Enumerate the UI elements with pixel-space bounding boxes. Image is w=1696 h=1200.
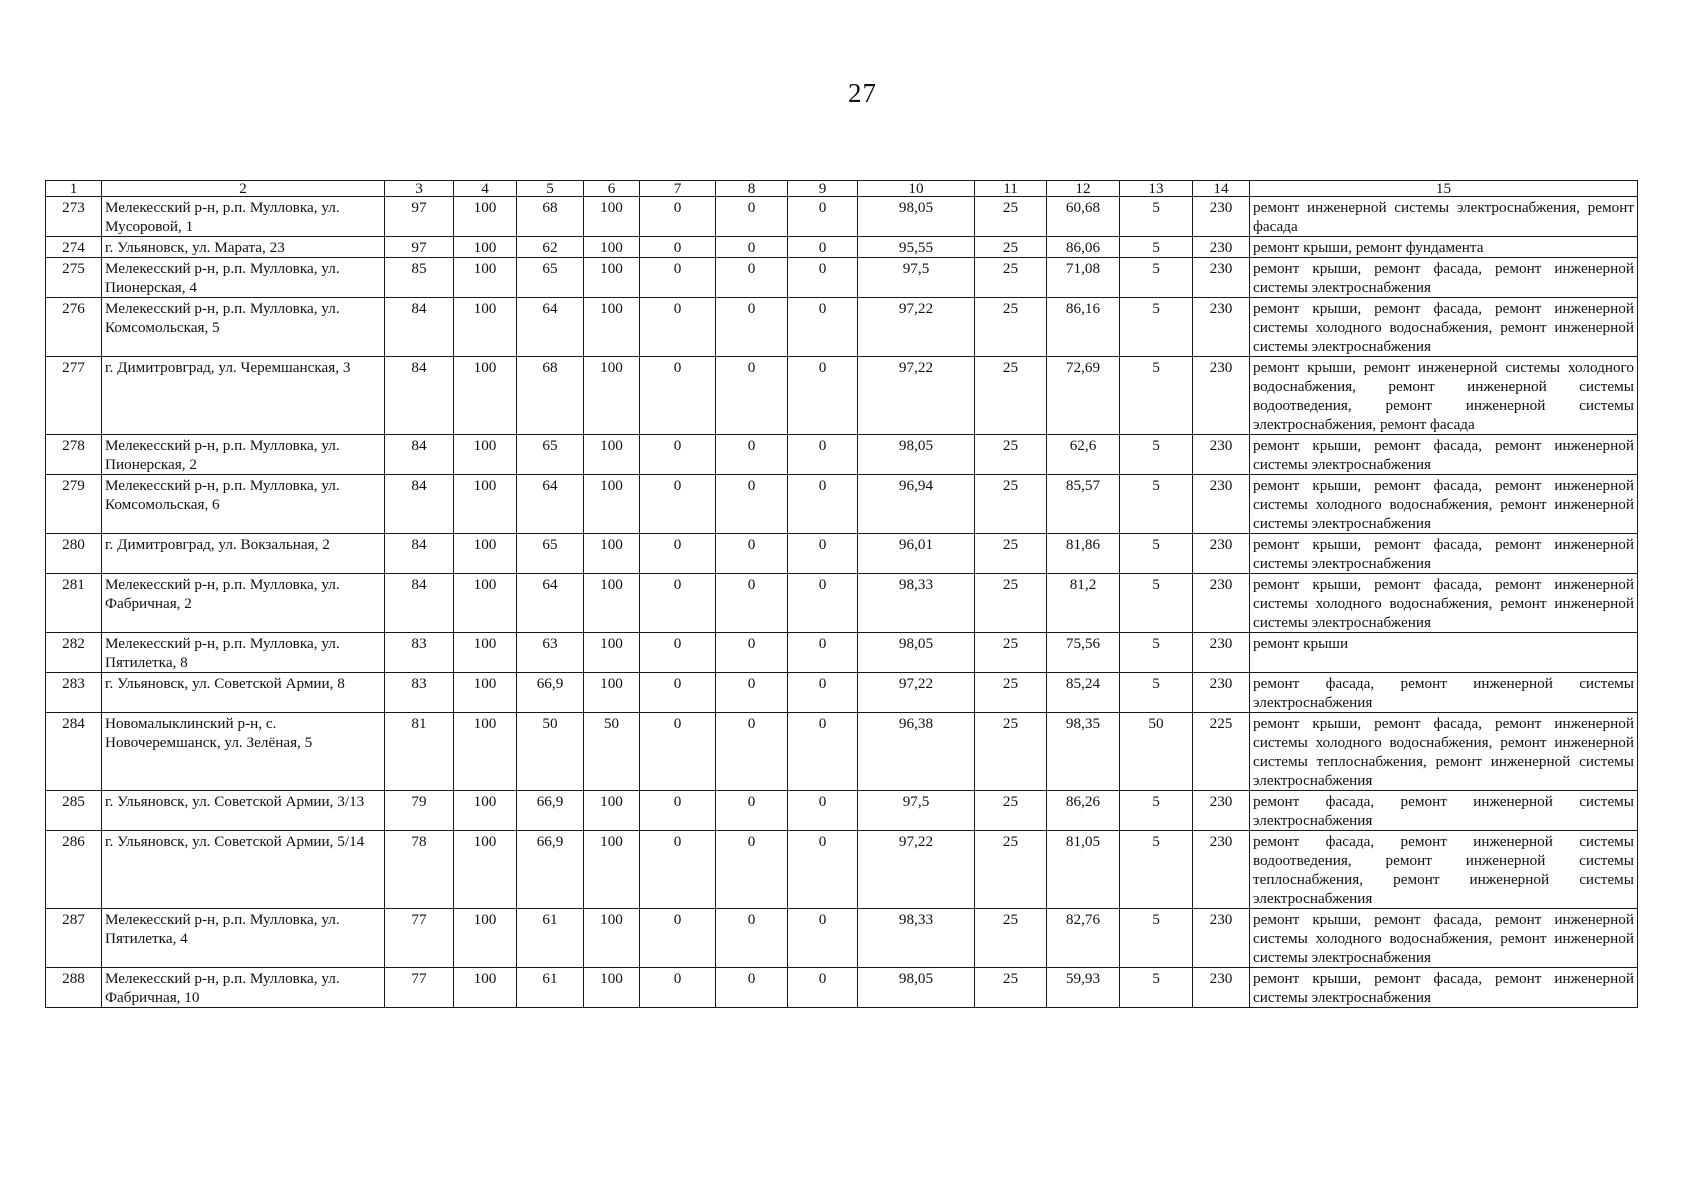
repair-works: ремонт крыши, ремонт фасада, ремонт инженерной системы холодного водоснабжения, ремонт инженерной системы электроснабжения	[1250, 298, 1638, 357]
cell-col-10: 98,05	[858, 633, 975, 673]
cell-col-11: 25	[975, 237, 1047, 258]
building-address: Новомалыклинский р-н, с. Новочеремшанск, ул. Зелёная, 5	[102, 713, 385, 791]
repair-works: ремонт крыши, ремонт инженерной системы холодного водоснабжения, ремонт инженерной системы водоотведения, ремонт инженерной системы электроснабжения, ремонт фасада	[1250, 357, 1638, 435]
cell-col-3: 84	[385, 475, 454, 534]
cell-col-14: 230	[1193, 237, 1250, 258]
cell-col-5: 66,9	[517, 831, 584, 909]
table-row	[46, 258, 1638, 298]
cell-col-14: 230	[1193, 298, 1250, 357]
cell-col-3: 84	[385, 534, 454, 574]
cell-col-12: 81,2	[1047, 574, 1120, 633]
table-body	[46, 197, 1638, 1008]
column-number: 15	[1250, 181, 1638, 197]
cell-col-12: 60,68	[1047, 197, 1120, 237]
cell-col-6: 100	[584, 475, 640, 534]
cell-col-5: 66,9	[517, 791, 584, 831]
cell-col-3: 84	[385, 435, 454, 475]
cell-col-4: 100	[454, 574, 517, 633]
row-number: 281	[46, 574, 102, 633]
cell-col-11: 25	[975, 791, 1047, 831]
cell-col-13: 5	[1120, 831, 1193, 909]
cell-col-5: 64	[517, 298, 584, 357]
building-address: Мелекесский р-н, р.п. Мулловка, ул. Комсомольская, 5	[102, 298, 385, 357]
cell-col-12: 86,16	[1047, 298, 1120, 357]
cell-col-3: 85	[385, 258, 454, 298]
cell-col-12: 75,56	[1047, 633, 1120, 673]
cell-col-6: 100	[584, 357, 640, 435]
table-row	[46, 633, 1638, 673]
cell-col-14: 230	[1193, 357, 1250, 435]
cell-col-14: 230	[1193, 475, 1250, 534]
cell-col-14: 230	[1193, 633, 1250, 673]
cell-col-9: 0	[788, 831, 858, 909]
cell-col-12: 72,69	[1047, 357, 1120, 435]
cell-col-10: 97,22	[858, 673, 975, 713]
cell-col-10: 96,38	[858, 713, 975, 791]
cell-col-12: 86,26	[1047, 791, 1120, 831]
repair-works: ремонт крыши, ремонт фасада, ремонт инженерной системы электроснабжения	[1250, 435, 1638, 475]
cell-col-5: 68	[517, 197, 584, 237]
cell-col-11: 25	[975, 909, 1047, 968]
cell-col-5: 61	[517, 968, 584, 1008]
cell-col-7: 0	[640, 357, 716, 435]
cell-col-7: 0	[640, 713, 716, 791]
cell-col-12: 81,86	[1047, 534, 1120, 574]
cell-col-10: 98,05	[858, 968, 975, 1008]
cell-col-8: 0	[716, 633, 788, 673]
cell-col-4: 100	[454, 909, 517, 968]
cell-col-6: 100	[584, 791, 640, 831]
cell-col-9: 0	[788, 909, 858, 968]
cell-col-8: 0	[716, 475, 788, 534]
repair-works: ремонт крыши, ремонт фасада, ремонт инженерной системы холодного водоснабжения, ремонт инженерной системы электроснабжения	[1250, 574, 1638, 633]
repair-works: ремонт крыши	[1250, 633, 1638, 673]
cell-col-13: 5	[1120, 909, 1193, 968]
column-number: 4	[454, 181, 517, 197]
cell-col-8: 0	[716, 197, 788, 237]
table-row	[46, 791, 1638, 831]
cell-col-11: 25	[975, 475, 1047, 534]
cell-col-6: 100	[584, 534, 640, 574]
cell-col-14: 230	[1193, 968, 1250, 1008]
cell-col-8: 0	[716, 258, 788, 298]
cell-col-12: 85,57	[1047, 475, 1120, 534]
cell-col-10: 98,05	[858, 435, 975, 475]
cell-col-14: 230	[1193, 909, 1250, 968]
cell-col-4: 100	[454, 713, 517, 791]
row-number: 276	[46, 298, 102, 357]
cell-col-9: 0	[788, 534, 858, 574]
cell-col-11: 25	[975, 968, 1047, 1008]
cell-col-5: 64	[517, 574, 584, 633]
table-row	[46, 574, 1638, 633]
column-number: 9	[788, 181, 858, 197]
cell-col-8: 0	[716, 831, 788, 909]
cell-col-12: 82,76	[1047, 909, 1120, 968]
cell-col-4: 100	[454, 357, 517, 435]
cell-col-10: 96,94	[858, 475, 975, 534]
cell-col-10: 96,01	[858, 534, 975, 574]
column-number: 6	[584, 181, 640, 197]
repair-works: ремонт крыши, ремонт фасада, ремонт инженерной системы электроснабжения	[1250, 258, 1638, 298]
cell-col-13: 5	[1120, 197, 1193, 237]
repair-works: ремонт инженерной системы электроснабжения, ремонт фасада	[1250, 197, 1638, 237]
cell-col-11: 25	[975, 831, 1047, 909]
cell-col-10: 98,33	[858, 909, 975, 968]
cell-col-7: 0	[640, 534, 716, 574]
column-number: 5	[517, 181, 584, 197]
registry-table	[45, 180, 1638, 1008]
cell-col-13: 5	[1120, 258, 1193, 298]
repair-works: ремонт крыши, ремонт фасада, ремонт инженерной системы электроснабжения	[1250, 534, 1638, 574]
cell-col-14: 230	[1193, 435, 1250, 475]
cell-col-8: 0	[716, 673, 788, 713]
building-address: Мелекесский р-н, р.п. Мулловка, ул. Пионерская, 4	[102, 258, 385, 298]
cell-col-12: 86,06	[1047, 237, 1120, 258]
row-number: 274	[46, 237, 102, 258]
cell-col-12: 98,35	[1047, 713, 1120, 791]
row-number: 275	[46, 258, 102, 298]
row-number: 273	[46, 197, 102, 237]
cell-col-13: 5	[1120, 435, 1193, 475]
column-number: 8	[716, 181, 788, 197]
cell-col-8: 0	[716, 298, 788, 357]
building-address: Мелекесский р-н, р.п. Мулловка, ул. Пятилетка, 4	[102, 909, 385, 968]
cell-col-11: 25	[975, 298, 1047, 357]
cell-col-7: 0	[640, 968, 716, 1008]
cell-col-8: 0	[716, 534, 788, 574]
cell-col-7: 0	[640, 258, 716, 298]
table-row	[46, 435, 1638, 475]
cell-col-4: 100	[454, 831, 517, 909]
cell-col-3: 83	[385, 673, 454, 713]
cell-col-10: 97,22	[858, 298, 975, 357]
table-row	[46, 475, 1638, 534]
cell-col-3: 97	[385, 237, 454, 258]
column-number: 7	[640, 181, 716, 197]
cell-col-11: 25	[975, 633, 1047, 673]
cell-col-4: 100	[454, 258, 517, 298]
repair-works: ремонт крыши, ремонт фасада, ремонт инженерной системы холодного водоснабжения, ремонт инженерной системы электроснабжения	[1250, 475, 1638, 534]
cell-col-7: 0	[640, 673, 716, 713]
cell-col-14: 230	[1193, 534, 1250, 574]
cell-col-10: 95,55	[858, 237, 975, 258]
building-address: г. Димитровград, ул. Вокзальная, 2	[102, 534, 385, 574]
cell-col-3: 84	[385, 357, 454, 435]
repair-works: ремонт фасада, ремонт инженерной системы водоотведения, ремонт инженерной системы теплоснабжения, ремонт инженерной системы электроснабжения	[1250, 831, 1638, 909]
cell-col-11: 25	[975, 673, 1047, 713]
cell-col-11: 25	[975, 574, 1047, 633]
cell-col-3: 77	[385, 909, 454, 968]
cell-col-3: 79	[385, 791, 454, 831]
row-number: 286	[46, 831, 102, 909]
cell-col-7: 0	[640, 197, 716, 237]
cell-col-12: 59,93	[1047, 968, 1120, 1008]
cell-col-6: 100	[584, 831, 640, 909]
cell-col-9: 0	[788, 298, 858, 357]
cell-col-3: 78	[385, 831, 454, 909]
cell-col-9: 0	[788, 633, 858, 673]
cell-col-13: 5	[1120, 574, 1193, 633]
cell-col-8: 0	[716, 713, 788, 791]
cell-col-7: 0	[640, 298, 716, 357]
cell-col-5: 64	[517, 475, 584, 534]
cell-col-14: 230	[1193, 673, 1250, 713]
repair-works: ремонт фасада, ремонт инженерной системы электроснабжения	[1250, 673, 1638, 713]
cell-col-3: 83	[385, 633, 454, 673]
cell-col-7: 0	[640, 909, 716, 968]
cell-col-13: 50	[1120, 713, 1193, 791]
cell-col-6: 100	[584, 968, 640, 1008]
cell-col-6: 100	[584, 574, 640, 633]
cell-col-7: 0	[640, 633, 716, 673]
cell-col-10: 98,05	[858, 197, 975, 237]
cell-col-5: 66,9	[517, 673, 584, 713]
repair-works: ремонт крыши, ремонт фасада, ремонт инженерной системы холодного водоснабжения, ремонт инженерной системы теплоснабжения, ремонт инженерной системы электроснабжения	[1250, 713, 1638, 791]
row-number: 284	[46, 713, 102, 791]
column-number: 12	[1047, 181, 1120, 197]
cell-col-6: 100	[584, 633, 640, 673]
cell-col-10: 97,22	[858, 831, 975, 909]
cell-col-7: 0	[640, 831, 716, 909]
table-row	[46, 237, 1638, 258]
cell-col-13: 5	[1120, 298, 1193, 357]
row-number: 288	[46, 968, 102, 1008]
cell-col-5: 61	[517, 909, 584, 968]
cell-col-12: 71,08	[1047, 258, 1120, 298]
building-address: Мелекесский р-н, р.п. Мулловка, ул. Пионерская, 2	[102, 435, 385, 475]
cell-col-14: 230	[1193, 574, 1250, 633]
cell-col-3: 97	[385, 197, 454, 237]
building-address: Мелекесский р-н, р.п. Мулловка, ул. Мусоровой, 1	[102, 197, 385, 237]
cell-col-12: 85,24	[1047, 673, 1120, 713]
table-row	[46, 534, 1638, 574]
cell-col-14: 230	[1193, 831, 1250, 909]
cell-col-8: 0	[716, 435, 788, 475]
cell-col-4: 100	[454, 475, 517, 534]
column-number: 1	[46, 181, 102, 197]
table-row	[46, 968, 1638, 1008]
table-row	[46, 909, 1638, 968]
table-row	[46, 298, 1638, 357]
cell-col-14: 230	[1193, 258, 1250, 298]
cell-col-4: 100	[454, 237, 517, 258]
cell-col-11: 25	[975, 357, 1047, 435]
cell-col-5: 68	[517, 357, 584, 435]
cell-col-8: 0	[716, 237, 788, 258]
table-row	[46, 197, 1638, 237]
cell-col-6: 100	[584, 435, 640, 475]
cell-col-5: 50	[517, 713, 584, 791]
cell-col-7: 0	[640, 237, 716, 258]
cell-col-11: 25	[975, 435, 1047, 475]
cell-col-7: 0	[640, 475, 716, 534]
repair-works: ремонт крыши, ремонт фасада, ремонт инженерной системы электроснабжения	[1250, 968, 1638, 1008]
building-address: г. Димитровград, ул. Черемшанская, 3	[102, 357, 385, 435]
cell-col-10: 97,22	[858, 357, 975, 435]
cell-col-14: 230	[1193, 791, 1250, 831]
column-number: 10	[858, 181, 975, 197]
cell-col-10: 97,5	[858, 258, 975, 298]
row-number: 285	[46, 791, 102, 831]
cell-col-13: 5	[1120, 475, 1193, 534]
cell-col-9: 0	[788, 197, 858, 237]
cell-col-3: 77	[385, 968, 454, 1008]
row-number: 277	[46, 357, 102, 435]
cell-col-9: 0	[788, 258, 858, 298]
page-number: 27	[848, 78, 877, 108]
cell-col-9: 0	[788, 791, 858, 831]
cell-col-4: 100	[454, 968, 517, 1008]
cell-col-7: 0	[640, 435, 716, 475]
cell-col-5: 65	[517, 435, 584, 475]
building-address: Мелекесский р-н, р.п. Мулловка, ул. Фабричная, 10	[102, 968, 385, 1008]
cell-col-5: 62	[517, 237, 584, 258]
table-header-row	[46, 181, 1638, 197]
cell-col-13: 5	[1120, 791, 1193, 831]
repair-works: ремонт крыши, ремонт фасада, ремонт инженерной системы холодного водоснабжения, ремонт инженерной системы электроснабжения	[1250, 909, 1638, 968]
building-address: г. Ульяновск, ул. Марата, 23	[102, 237, 385, 258]
building-address: г. Ульяновск, ул. Советской Армии, 3/13	[102, 791, 385, 831]
cell-col-9: 0	[788, 968, 858, 1008]
row-number: 278	[46, 435, 102, 475]
cell-col-6: 100	[584, 237, 640, 258]
row-number: 287	[46, 909, 102, 968]
column-number: 11	[975, 181, 1047, 197]
row-number: 280	[46, 534, 102, 574]
cell-col-13: 5	[1120, 357, 1193, 435]
cell-col-5: 63	[517, 633, 584, 673]
building-address: г. Ульяновск, ул. Советской Армии, 8	[102, 673, 385, 713]
row-number: 279	[46, 475, 102, 534]
building-address: Мелекесский р-н, р.п. Мулловка, ул. Фабричная, 2	[102, 574, 385, 633]
cell-col-8: 0	[716, 909, 788, 968]
repair-works: ремонт крыши, ремонт фундамента	[1250, 237, 1638, 258]
cell-col-4: 100	[454, 197, 517, 237]
cell-col-13: 5	[1120, 633, 1193, 673]
cell-col-9: 0	[788, 237, 858, 258]
cell-col-9: 0	[788, 673, 858, 713]
cell-col-11: 25	[975, 258, 1047, 298]
cell-col-11: 25	[975, 713, 1047, 791]
column-number: 14	[1193, 181, 1250, 197]
column-number: 2	[102, 181, 385, 197]
row-number: 282	[46, 633, 102, 673]
column-number: 3	[385, 181, 454, 197]
row-number: 283	[46, 673, 102, 713]
cell-col-9: 0	[788, 574, 858, 633]
cell-col-5: 65	[517, 258, 584, 298]
cell-col-7: 0	[640, 791, 716, 831]
repair-works: ремонт фасада, ремонт инженерной системы электроснабжения	[1250, 791, 1638, 831]
cell-col-6: 100	[584, 258, 640, 298]
cell-col-7: 0	[640, 574, 716, 633]
cell-col-5: 65	[517, 534, 584, 574]
cell-col-6: 100	[584, 909, 640, 968]
cell-col-10: 97,5	[858, 791, 975, 831]
cell-col-3: 84	[385, 298, 454, 357]
cell-col-13: 5	[1120, 968, 1193, 1008]
cell-col-9: 0	[788, 357, 858, 435]
table-row	[46, 713, 1638, 791]
cell-col-8: 0	[716, 574, 788, 633]
cell-col-3: 81	[385, 713, 454, 791]
cell-col-8: 0	[716, 357, 788, 435]
cell-col-9: 0	[788, 713, 858, 791]
building-address: г. Ульяновск, ул. Советской Армии, 5/14	[102, 831, 385, 909]
cell-col-11: 25	[975, 534, 1047, 574]
building-address: Мелекесский р-н, р.п. Мулловка, ул. Комсомольская, 6	[102, 475, 385, 534]
cell-col-13: 5	[1120, 534, 1193, 574]
cell-col-6: 100	[584, 197, 640, 237]
cell-col-4: 100	[454, 298, 517, 357]
cell-col-11: 25	[975, 197, 1047, 237]
cell-col-4: 100	[454, 534, 517, 574]
table-row	[46, 357, 1638, 435]
cell-col-9: 0	[788, 435, 858, 475]
cell-col-6: 50	[584, 713, 640, 791]
cell-col-13: 5	[1120, 673, 1193, 713]
cell-col-6: 100	[584, 298, 640, 357]
cell-col-14: 230	[1193, 197, 1250, 237]
cell-col-12: 62,6	[1047, 435, 1120, 475]
building-address: Мелекесский р-н, р.п. Мулловка, ул. Пятилетка, 8	[102, 633, 385, 673]
cell-col-12: 81,05	[1047, 831, 1120, 909]
cell-col-3: 84	[385, 574, 454, 633]
table-row	[46, 831, 1638, 909]
column-number: 13	[1120, 181, 1193, 197]
cell-col-10: 98,33	[858, 574, 975, 633]
cell-col-6: 100	[584, 673, 640, 713]
cell-col-13: 5	[1120, 237, 1193, 258]
cell-col-4: 100	[454, 791, 517, 831]
table-row	[46, 673, 1638, 713]
cell-col-8: 0	[716, 791, 788, 831]
cell-col-4: 100	[454, 435, 517, 475]
cell-col-14: 225	[1193, 713, 1250, 791]
cell-col-4: 100	[454, 673, 517, 713]
cell-col-4: 100	[454, 633, 517, 673]
cell-col-8: 0	[716, 968, 788, 1008]
cell-col-9: 0	[788, 475, 858, 534]
